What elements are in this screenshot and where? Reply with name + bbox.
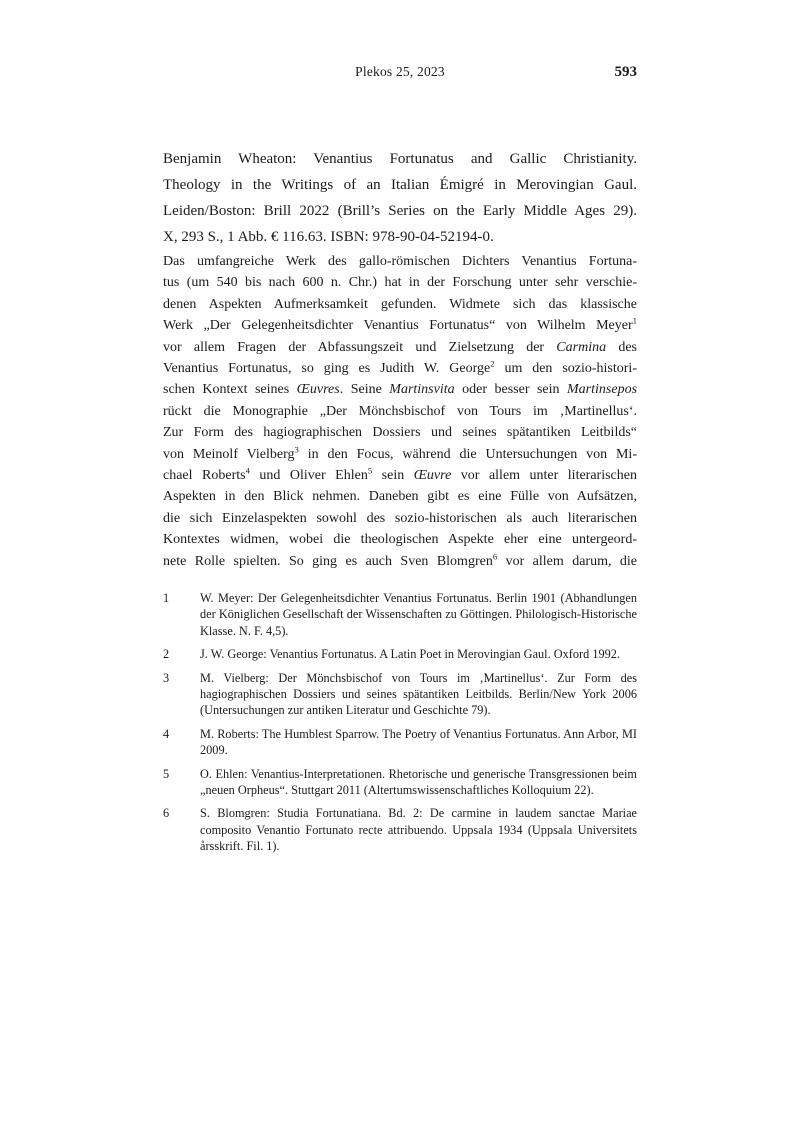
- text-run: oder besser sein: [454, 382, 568, 398]
- italic-title: Œuvres: [296, 382, 340, 398]
- body-line: [163, 422, 637, 443]
- footnotes: [163, 590, 637, 862]
- body-line: [163, 358, 637, 379]
- text-run: Kontextes widmen, wobei die theologischen Aspekte eher eine untergeord-: [163, 532, 637, 548]
- text-run: Zur Form des hagiographischen Dossiers und seines spätantiken Leitbilds“: [163, 425, 637, 441]
- citation-line: Theology in the Writings of an Italian Émigré in Merovingian Gaul.: [163, 177, 637, 193]
- text-run: die sich Einzelaspekten sowohl des sozio-historischen als auch literarischen: [163, 510, 637, 526]
- footnote-text: W. Meyer: Der Gelegenheitsdichter Venantius Fortunatus. Berlin 1901 (Abhandlungen der Königlichen Gesellschaft der Wissenschaften zu Göttingen. Philologisch-Historische Klasse. N. F. 4,5).: [200, 591, 637, 638]
- text-run: vor allem darum, die: [497, 553, 637, 569]
- italic-title: Carmina: [556, 339, 607, 355]
- footnote-text: O. Ehlen: Venantius-Interpretationen. Rhetorische und generische Transgressionen beim „neuen Orpheus“. Stuttgart 2011 (Altertumswissenschaftliches Kolloquium 22).: [200, 766, 637, 798]
- footnote-number: 2: [163, 647, 170, 662]
- body-line: [163, 294, 637, 315]
- text-run: nete Rolle spielten. So ging es auch Sven Blomgren: [163, 553, 493, 569]
- footnote-number: 5: [163, 766, 170, 781]
- text-run: sein: [372, 468, 414, 484]
- text-run: in den Focus, während die Untersuchungen von Mi-: [298, 446, 637, 462]
- footnote: [163, 805, 637, 854]
- italic-title: Martinsvita: [389, 382, 455, 398]
- footnote-reference: 4: [245, 465, 250, 476]
- citation-line: Leiden/Boston: Brill 2022 (Brill’s Series on the Early Middle Ages 29).: [163, 203, 637, 219]
- body-line: [163, 508, 637, 529]
- body-line: [163, 272, 637, 293]
- text-run: rückt die Monographie „Der Mönchsbischof von Tours im ‚Martinellus‘.: [163, 403, 637, 419]
- text-run: vor allem Fragen der Abfassungszeit und Zielsetzung der: [163, 339, 557, 355]
- text-run: chael Roberts: [163, 468, 246, 484]
- text-run: denen Aspekten Aufmerksamkeit gefunden. Widmete sich das klassische: [163, 296, 637, 312]
- running-head: [163, 64, 637, 81]
- footnote-text: M. Roberts: The Humblest Sparrow. The Poetry of Venantius Fortunatus. Ann Arbor, MI 2009.: [200, 726, 637, 758]
- text-run: schen Kontext seines: [163, 382, 297, 398]
- italic-title: Martinsepos: [567, 382, 638, 398]
- text-run: von Meinolf Vielberg: [163, 446, 295, 462]
- review-body: [163, 251, 637, 572]
- text-run: Das umfangreiche Werk des gallo-römischen Dichters Venantius Fortuna-: [163, 254, 637, 269]
- text-run: Venantius Fortunatus, so ging es Judith W. George: [163, 361, 491, 377]
- footnote-text: M. Vielberg: Der Mönchsbischof von Tours im ‚Martinellus‘. Zur Form des hagiographischen Dossiers und seines spätantiken Leitbilds. Berlin/New York 2006 (Untersuchungen zur antiken Literatur und Geschichte 79).: [200, 670, 637, 718]
- text-run: und Oliver Ehlen: [249, 468, 368, 484]
- footnote: [163, 590, 637, 639]
- citation-line: X, 293 S., 1 Abb. € 116.63. ISBN: 978-90-04-52194-0.: [163, 229, 494, 245]
- body-line: [163, 337, 637, 358]
- footnote: [163, 726, 637, 759]
- body-line: [163, 315, 637, 336]
- footnote-text: J. W. George: Venantius Fortunatus. A Latin Poet in Merovingian Gaul. Oxford 1992.: [200, 647, 620, 662]
- footnote: [163, 670, 637, 719]
- footnote-number: 3: [163, 670, 170, 685]
- body-line: [163, 251, 637, 272]
- text-run: . Seine: [339, 382, 390, 398]
- text-run: Aspekten in den Blick nehmen. Daneben gibt es eine Fülle von Aufsätzen,: [163, 489, 637, 505]
- footnote-number: 6: [163, 806, 170, 821]
- footnote: [163, 646, 637, 662]
- body-line: [163, 379, 637, 400]
- footnote-reference: 6: [492, 551, 498, 562]
- italic-title: Œuvre: [413, 468, 452, 484]
- text-run: um den sozio-histori-: [494, 361, 637, 377]
- text-run: Werk „Der Gelegenheitsdichter Venantius Fortunatus“ von Wilhelm Meyer: [163, 318, 633, 334]
- footnote-number: 1: [163, 591, 170, 605]
- footnote-reference: 3: [294, 444, 299, 454]
- footnote: [163, 766, 637, 799]
- body-line: [163, 551, 637, 572]
- body-line: [163, 444, 637, 465]
- body-line: [163, 529, 637, 550]
- footnote-reference: 2: [490, 358, 495, 369]
- page-number: 593: [614, 64, 637, 80]
- body-line: [163, 465, 637, 486]
- journal-title: Plekos 25, 2023: [355, 64, 445, 79]
- footnote-text: S. Blomgren: Studia Fortunatiana. Bd. 2: De carmine in laudem sanctae Mariae composito Venantio Fortunato recte attribuendo. Uppsala 1934 (Uppsala Universitets årsskrift. Fil. 1).: [200, 806, 637, 854]
- review-citation: [163, 146, 637, 250]
- footnote-reference: 1: [632, 315, 637, 326]
- citation-line: Benjamin Wheaton: Venantius Fortunatus and Gallic Christianity.: [163, 151, 637, 167]
- text-run: vor allem unter literarischen: [451, 468, 637, 484]
- text-run: des: [606, 339, 637, 355]
- footnote-reference: 5: [367, 465, 373, 476]
- body-line: [163, 401, 637, 422]
- body-line: [163, 486, 637, 507]
- footnote-number: 4: [163, 726, 170, 741]
- text-run: tus (um 540 bis nach 600 n. Chr.) hat in der Forschung unter sehr verschie-: [163, 275, 637, 291]
